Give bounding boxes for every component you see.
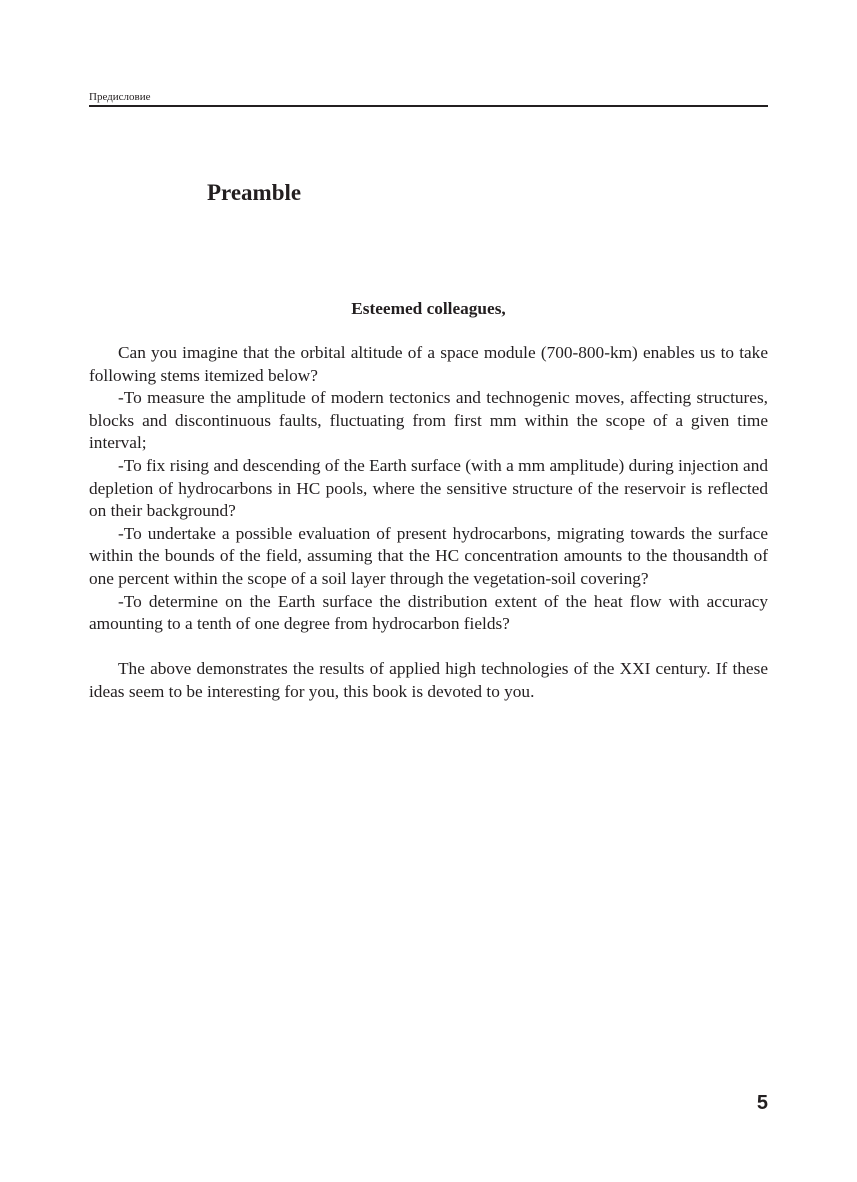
- paragraph-item-evaluate: -To undertake a possible evaluation of present hydrocarbons, migrating towards the surface within the bounds of the field, assuming that the HC concentration amounts to the thousandth of one percent within the scope of a soil layer through the vegetation-soil covering?: [89, 523, 768, 588]
- running-header-title: Предисловие: [89, 91, 151, 103]
- page-number: 5: [756, 1092, 768, 1114]
- page-title: Preamble: [207, 180, 302, 205]
- running-header: [89, 90, 768, 107]
- paragraph-item-determine: -To determine on the Earth surface the distribution extent of the heat flow with accuracy amounting to a tenth of one degree from hydrocarbon fields?: [89, 591, 768, 634]
- body-text: [89, 342, 768, 704]
- salutation: Esteemed colleagues,: [351, 299, 506, 318]
- paragraph-item-measure: -To measure the amplitude of modern tectonics and technogenic moves, affecting structures, blocks and discontinuous faults, fluctuating from first mm within the scope of a given time interval;: [89, 388, 768, 453]
- paragraph-item-fix: -To fix rising and descending of the Earth surface (with a mm amplitude) during injection and depletion of hydrocarbons in HC pools, where the sensitive structure of the reservoir is reflected on their background?: [89, 455, 768, 521]
- paragraph-intro: Can you imagine that the orbital altitude of a space module (700-800-km) enables us to take following stems itemized below?: [89, 343, 768, 385]
- paragraph-conclusion: The above demonstrates the results of applied high technologies of the XXI century. If these ideas seem to be interesting for you, this book is devoted to you.: [89, 659, 768, 701]
